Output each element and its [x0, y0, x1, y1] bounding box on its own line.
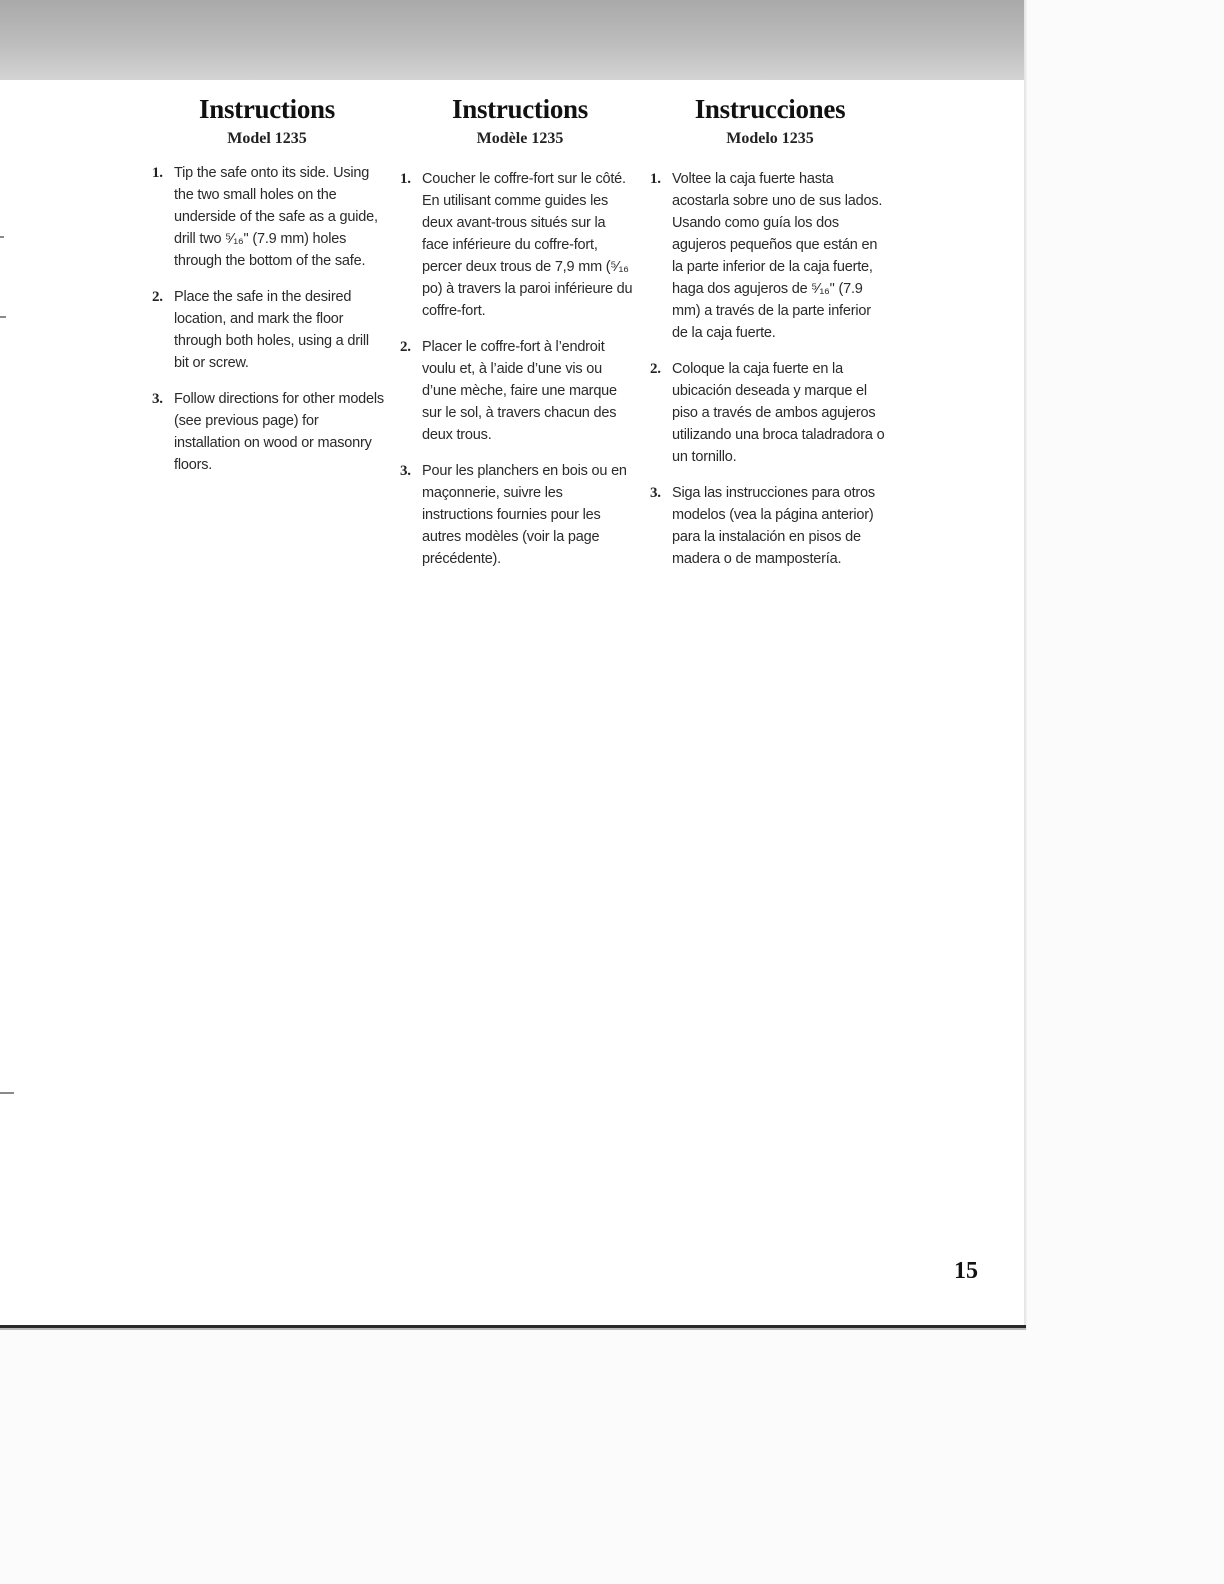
page-edge: [1024, 0, 1027, 1330]
step-text: Tip the safe onto its side. Using the two small holes on the underside of the safe as a guide, drill two ⁵⁄₁₆" (7.9 mm) holes through the bottom of the safe.: [174, 165, 378, 269]
step-number: 3.: [650, 485, 661, 501]
step-text: Place the safe in the desired location, and mark the floor through both holes, using a drill bit or screw.: [174, 289, 369, 371]
step-item: [650, 482, 890, 570]
step-item: [650, 168, 890, 344]
page-number: 15: [954, 1258, 978, 1284]
scan-mark: [0, 236, 4, 238]
step-text: Siga las instrucciones para otros modelos (vea la página anterior) para la instalación en pisos de madera o de mampostería.: [672, 485, 875, 567]
step-text: Voltee la caja fuerte hasta acostarla sobre uno de sus lados. Usando como guía los dos agujeros pequeños que están en la parte inferior de la caja fuerte, haga dos agujeros de ⁵⁄₁₆" (7.9 mm) a través de la parte inferior de la caja fuerte.: [672, 171, 883, 341]
model-label: Modelo 1235: [726, 130, 814, 147]
step-item: [400, 168, 640, 322]
steps-list: [650, 168, 890, 570]
model-label: Modèle 1235: [476, 130, 564, 147]
column-spanish: [650, 92, 890, 584]
step-item: [400, 460, 640, 570]
step-number: 2.: [152, 289, 163, 305]
column-title: Instructions: [199, 94, 335, 124]
step-item: [152, 388, 382, 476]
scan-mark: [0, 316, 6, 318]
step-number: 3.: [400, 463, 411, 479]
step-text: Coloque la caja fuerte en la ubicación deseada y marque el piso a través de ambos agujeros utilizando una broca taladradora o un tornillo.: [672, 361, 885, 465]
step-text: Follow directions for other models (see previous page) for installation on wood or masonry floors.: [174, 391, 384, 473]
step-number: 2.: [400, 339, 411, 355]
step-number: 2.: [650, 361, 661, 377]
column-french: [400, 92, 640, 584]
column-title: Instrucciones: [694, 94, 846, 124]
column-title: Instructions: [452, 94, 588, 124]
step-text: Pour les planchers en bois ou en maçonnerie, suivre les instructions fournies pour les autres modèles (voir la page précédente).: [422, 463, 627, 567]
step-text: Placer le coffre-fort à l’endroit voulu et, à l’aide d’une vis ou d’une mèche, faire une marque sur le sol, à travers chacun des deux trous.: [422, 339, 617, 443]
step-item: [152, 286, 382, 374]
step-number: 1.: [400, 171, 411, 187]
column-english: [152, 92, 382, 490]
step-number: 1.: [152, 165, 163, 181]
header-band: [0, 0, 1026, 80]
step-number: 3.: [152, 391, 163, 407]
scan-mark: [0, 1092, 14, 1094]
step-item: [152, 162, 382, 272]
steps-list: [152, 162, 382, 476]
model-label: Model 1235: [227, 130, 307, 147]
steps-list: [400, 168, 640, 570]
step-number: 1.: [650, 171, 661, 187]
step-text: Coucher le coffre-fort sur le côté. En utilisant comme guides les deux avant-trous situés sur la face inférieure du coffre-fort, percer deux trous de 7,9 mm (⁵⁄₁₆ po) à travers la paroi inférieure du coffre-fort.: [422, 171, 633, 319]
step-item: [650, 358, 890, 468]
bottom-rule-shadow: [0, 1328, 1026, 1330]
step-item: [400, 336, 640, 446]
